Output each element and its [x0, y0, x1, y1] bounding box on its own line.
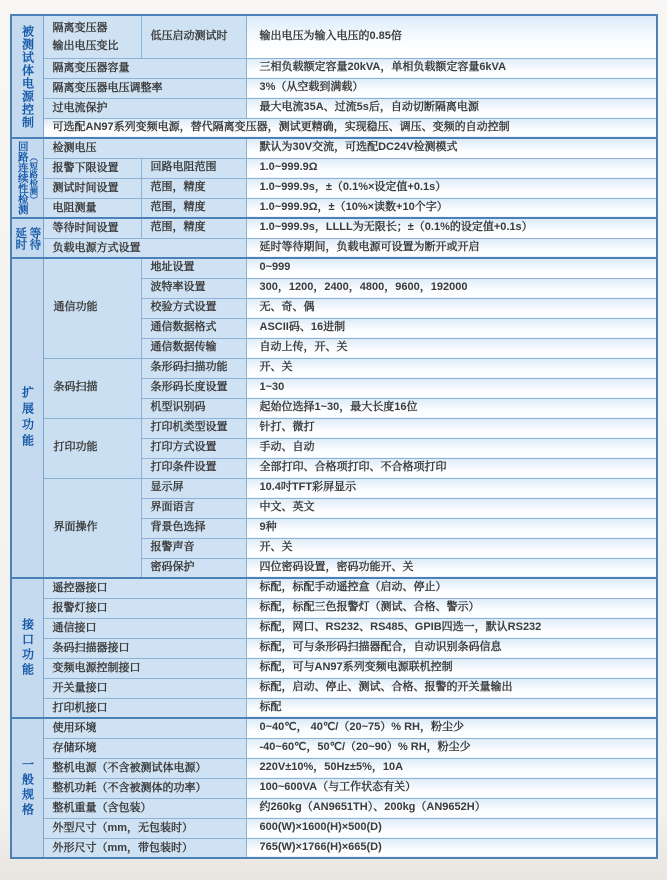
spec-label: 打印条件设置	[141, 458, 246, 478]
spec-label: 范围，精度	[141, 198, 246, 218]
spec-value: 标配，标配三色报警灯（测试、合格、警示）	[246, 598, 657, 618]
table-row	[11, 98, 657, 118]
group-label: 打印功能	[43, 418, 141, 478]
spec-label-line: 输出电压变比	[52, 39, 119, 52]
spec-label: 通信数据格式	[141, 318, 246, 338]
table-row	[11, 58, 657, 78]
spec-label: 变频电源控制接口	[43, 658, 246, 678]
spec-value: 延时等待期间，负载电源可设置为断开或开启	[246, 238, 657, 258]
spec-label: 条码扫描器接口	[43, 638, 246, 658]
spec-value: 1.0~999.9s，±（0.1%×设定值+0.1s）	[246, 178, 657, 198]
spec-value: 1.0~999.9Ω	[246, 158, 657, 178]
spec-label: 校验方式设置	[141, 298, 246, 318]
table-row	[11, 618, 657, 638]
spec-label: 使用环境	[43, 718, 246, 738]
table-row	[11, 778, 657, 798]
table-row	[11, 418, 657, 438]
spec-value: 3%（从空载到满载）	[246, 78, 657, 98]
spec-value: 标配，标配手动遥控盒（启动、停止）	[246, 578, 657, 598]
spec-value: -40~60℃，50℃/（20~90）% RH，粉尘少	[246, 738, 657, 758]
category-cell	[11, 138, 43, 218]
spec-label: 打印机类型设置	[141, 418, 246, 438]
table-row	[11, 15, 657, 58]
category-label: 等待	[28, 226, 41, 250]
table-row	[11, 258, 657, 278]
group-label: 通信功能	[43, 258, 141, 358]
table-row	[11, 758, 657, 778]
spec-value: 默认为30V交流，可选配DC24V检测模式	[246, 138, 657, 158]
spec-value: 1~30	[246, 378, 657, 398]
table-row	[11, 818, 657, 838]
spec-value: 开、关	[246, 538, 657, 558]
category-cell	[11, 218, 43, 258]
spec-value: 标配，网口、RS232、RS485、GPIB四选一，默认RS232	[246, 618, 657, 638]
spec-label: 检测电压	[43, 138, 246, 158]
spec-label: 遥控器接口	[43, 578, 246, 598]
table-row	[11, 478, 657, 498]
table-row	[11, 718, 657, 738]
spec-label: 报警下限设置	[43, 158, 141, 178]
spec-label: 外形尺寸（mm，带包装时）	[43, 838, 246, 858]
spec-label: 存储环境	[43, 738, 246, 758]
table-row	[11, 838, 657, 858]
table-row	[11, 798, 657, 818]
category-label: 回路连续性检测	[16, 141, 29, 215]
spec-value: 开、关	[246, 358, 657, 378]
spec-label: 外型尺寸（mm，无包装时）	[43, 818, 246, 838]
spec-value: 针打、微打	[246, 418, 657, 438]
table-row	[11, 578, 657, 598]
table-row	[11, 118, 657, 138]
spec-label: 隔离变压器容量	[43, 58, 246, 78]
spec-label-line: 隔离变压器	[52, 21, 108, 34]
table-row	[11, 598, 657, 618]
table-row	[11, 138, 657, 158]
spec-label: 范围，精度	[141, 218, 246, 238]
spec-value: 9种	[246, 518, 657, 538]
category-label: 一般规格	[20, 758, 35, 818]
spec-value: 可选配AN97系列变频电源，替代隔离变压器，测试更精确，实现稳压、调压、变频的自动控制	[43, 118, 657, 138]
category-cell	[11, 578, 43, 718]
spec-value: 约260kg（AN9651TH）、200kg（AN9652H）	[246, 798, 657, 818]
table-row	[11, 698, 657, 718]
spec-value: 手动、自动	[246, 438, 657, 458]
spec-value: 标配，可与条形码扫描器配合，自动识别条码信息	[246, 638, 657, 658]
spec-value: 三相负载额定容量20kVA，单相负载额定容量6kVA	[246, 58, 657, 78]
table-row	[11, 218, 657, 238]
spec-label: 密码保护	[141, 558, 246, 578]
spec-table	[10, 14, 658, 859]
table-row	[11, 658, 657, 678]
spec-label: 打印方式设置	[141, 438, 246, 458]
category-label: 被测试体电源控制	[20, 24, 35, 129]
table-row	[11, 178, 657, 198]
spec-label: 开关量接口	[43, 678, 246, 698]
group-label: 条码扫描	[43, 358, 141, 418]
spec-value: 220V±10%，50Hz±5%，10A	[246, 758, 657, 778]
spec-label: 范围，精度	[141, 178, 246, 198]
spec-value: ASCII码、16进制	[246, 318, 657, 338]
spec-label: 负载电源方式设置	[43, 238, 246, 258]
table-row	[11, 678, 657, 698]
category-cell	[11, 15, 43, 138]
spec-value: 全部打印、合格项打印、不合格项打印	[246, 458, 657, 478]
spec-value: 标配，可与AN97系列变频电源联机控制	[246, 658, 657, 678]
spec-label: 回路电阻范围	[141, 158, 246, 178]
table-row	[11, 738, 657, 758]
spec-value: 标配	[246, 698, 657, 718]
spec-label: 报警灯接口	[43, 598, 246, 618]
spec-value: 最大电流35A、过流5s后，自动切断隔离电源	[246, 98, 657, 118]
spec-table-body	[11, 15, 657, 858]
spec-label: 电阻测量	[43, 198, 141, 218]
spec-value: 自动上传，开、关	[246, 338, 657, 358]
table-row	[11, 198, 657, 218]
spec-label: 低压启动测试时	[141, 15, 246, 58]
category-label: 接口功能	[20, 618, 35, 678]
spec-label: 背景色选择	[141, 518, 246, 538]
category-label: 延时	[14, 226, 27, 250]
spec-value: 100~600VA（与工作状态有关）	[246, 778, 657, 798]
spec-label: 通信接口	[43, 618, 246, 638]
spec-label: 测试时间设置	[43, 178, 141, 198]
spec-value: 1.0~999.9Ω，±（10%×读数+10个字）	[246, 198, 657, 218]
spec-value: 四位密码设置，密码功能开、关	[246, 558, 657, 578]
spec-value: 输出电压为输入电压的0.85倍	[246, 15, 657, 58]
category-label: （短路检测）	[28, 152, 39, 204]
spec-label: 条形码长度设置	[141, 378, 246, 398]
spec-value: 600(W)×1600(H)×500(D)	[246, 818, 657, 838]
spec-value: 无、奇、偶	[246, 298, 657, 318]
spec-label: 条形码扫描功能	[141, 358, 246, 378]
spec-label: 等待时间设置	[43, 218, 141, 238]
category-cell	[11, 258, 43, 578]
spec-label: 整机功耗（不含被测体的功率）	[43, 778, 246, 798]
group-label: 界面操作	[43, 478, 141, 578]
spec-label: 显示屏	[141, 478, 246, 498]
table-row	[11, 238, 657, 258]
spec-value: 中文、英文	[246, 498, 657, 518]
spec-value: 0~40℃， 40℃/（20~75）% RH，粉尘少	[246, 718, 657, 738]
spec-label: 打印机接口	[43, 698, 246, 718]
spec-value: 标配，启动、停止、测试、合格、报警的开关量输出	[246, 678, 657, 698]
spec-value: 0~999	[246, 258, 657, 278]
spec-label: 过电流保护	[43, 98, 246, 118]
spec-value: 10.4吋TFT彩屏显示	[246, 478, 657, 498]
table-row	[11, 358, 657, 378]
spec-label: 整机重量（含包装）	[43, 798, 246, 818]
table-row	[11, 78, 657, 98]
spec-value: 起始位选择1~30，最大长度16位	[246, 398, 657, 418]
spec-value: 300，1200，2400，4800，9600，192000	[246, 278, 657, 298]
category-cell	[11, 718, 43, 858]
spec-label	[43, 15, 141, 58]
spec-value: 765(W)×1766(H)×665(D)	[246, 838, 657, 858]
spec-label: 机型识别码	[141, 398, 246, 418]
spec-label: 报警声音	[141, 538, 246, 558]
spec-label: 波特率设置	[141, 278, 246, 298]
table-row	[11, 638, 657, 658]
category-label: 扩展功能	[20, 386, 35, 450]
spec-label: 界面语言	[141, 498, 246, 518]
spec-label: 整机电源（不含被测试体电源）	[43, 758, 246, 778]
spec-label: 隔离变压器电压调整率	[43, 78, 246, 98]
spec-value: 1.0~999.9s，LLLL为无限长；±（0.1%的设定值+0.1s）	[246, 218, 657, 238]
table-row	[11, 158, 657, 178]
spec-label: 通信数据传输	[141, 338, 246, 358]
spec-label: 地址设置	[141, 258, 246, 278]
